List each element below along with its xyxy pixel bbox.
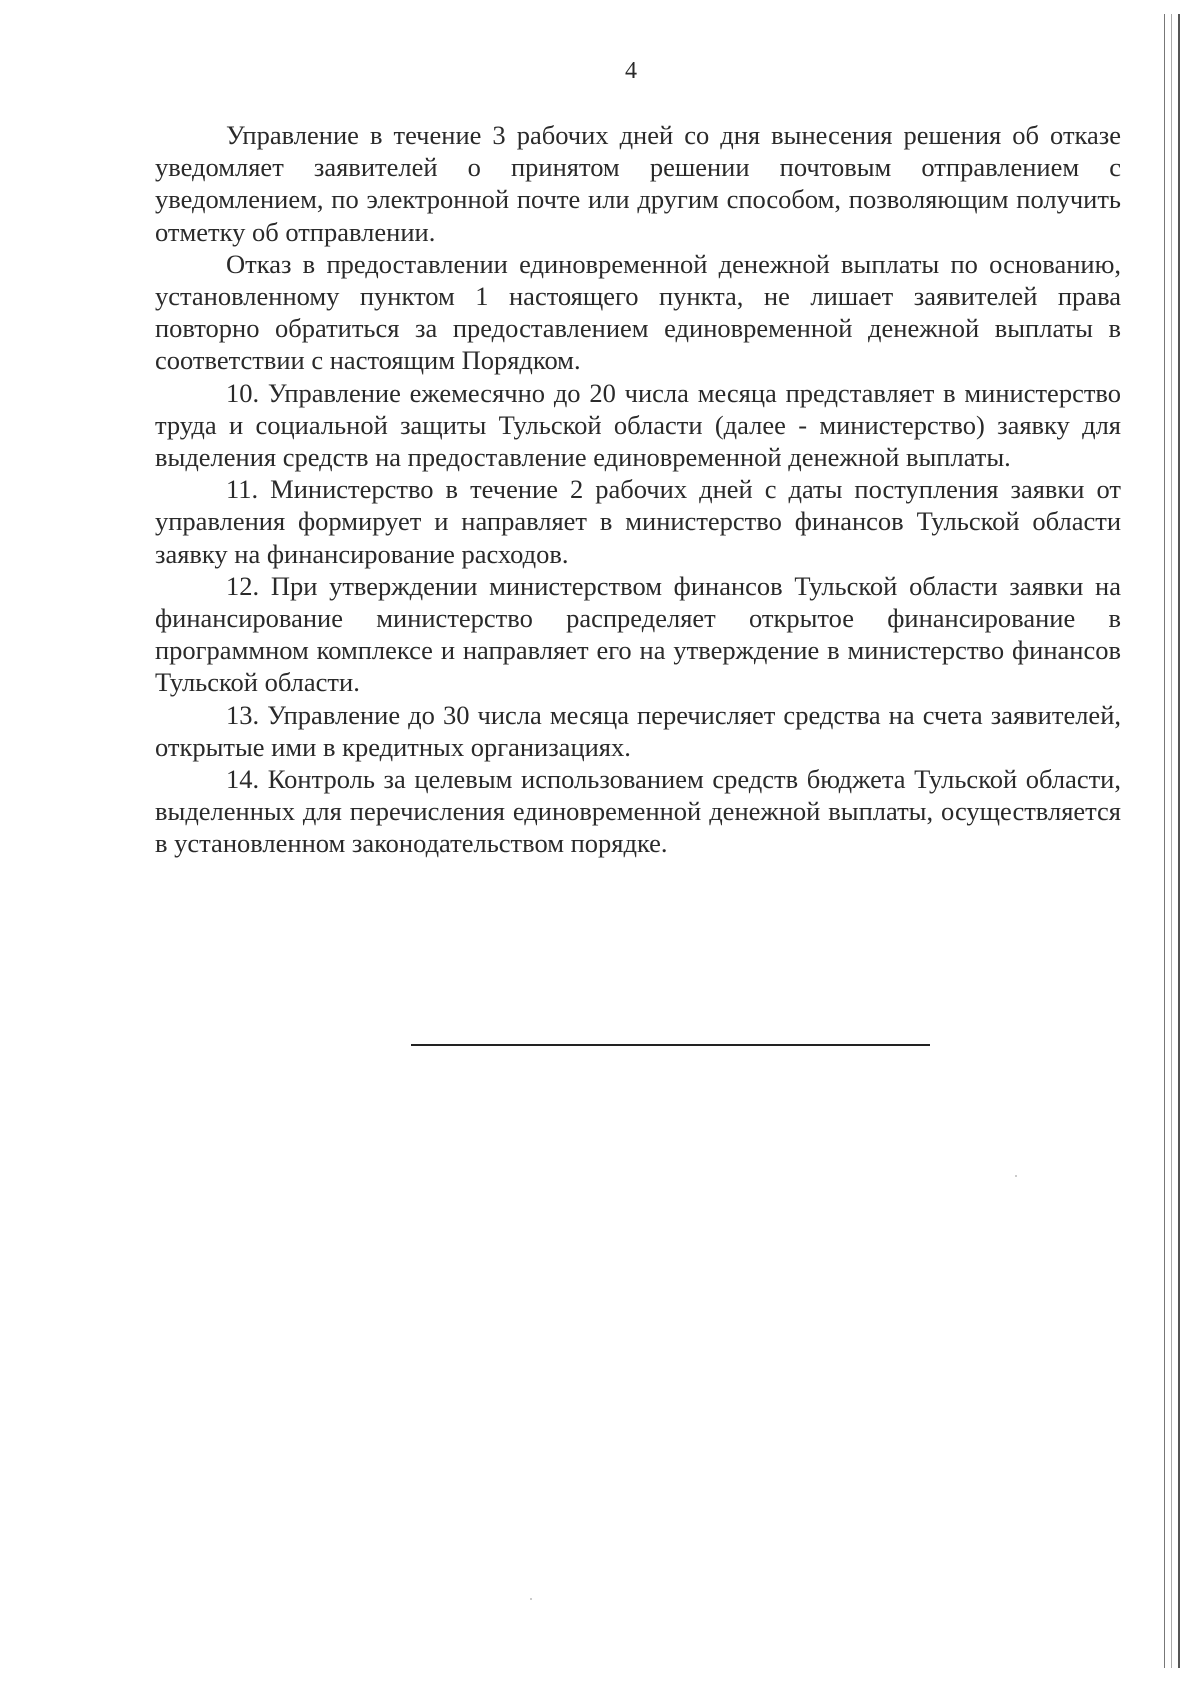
paragraph-refusal-notification: Управление в течение 3 рабочих дней со дня вынесения решения об отказе уведомляет заявителей о принятом решении почтовым отправлением с уведомлением, по электронной почте или другим способом, позволяющим получить отметку об отправлении.: [155, 120, 1121, 247]
document-body: [155, 119, 1121, 860]
paragraph-item-11: 11. Министерство в течение 2 рабочих дней с даты поступления заявки от управления формирует и направляет в министерство финансов Тульской области заявку на финансирование расходов.: [155, 474, 1121, 569]
paragraph-item-14: 14. Контроль за целевым использованием средств бюджета Тульской области, выделенных для перечисления единовременной денежной выплаты, осуществляется в установленном законодательством порядке.: [155, 764, 1121, 859]
paragraph-item-13: 13. Управление до 30 числа месяца перечисляет средства на счета заявителей, открытые ими в кредитных организациях.: [155, 699, 1121, 762]
paragraph-item-10: 10. Управление ежемесячно до 20 числа месяца представляет в министерство труда и социальной защиты Тульской области (далее - министерство) заявку для выделения средств на предоставление единовременной денежной выплаты.: [155, 377, 1121, 473]
scan-speck: [530, 1598, 532, 1600]
scan-edge-line: [1171, 14, 1172, 1668]
scan-edge-line: [1178, 14, 1180, 1668]
scan-edge-line: [1164, 14, 1165, 1668]
paragraph-item-12: 12. При утверждении министерством финансов Тульской области заявки на финансирование министерство распределяет открытое финансирование в программном комплексе и направляет его на утверждение в министерство финансов Тульской области.: [155, 570, 1121, 698]
end-of-document-rule: [411, 1044, 930, 1046]
scan-speck: [1015, 1175, 1017, 1177]
page-number: 4: [625, 58, 637, 84]
paragraph-refusal-reapply: Отказ в предоставлении единовременной денежной выплаты по основанию, установленному пунктом 1 настоящего пункта, не лишает заявителей права повторно обратиться за предоставлением единовременной денежной выплаты в соответствии с настоящим Порядком.: [155, 248, 1121, 376]
